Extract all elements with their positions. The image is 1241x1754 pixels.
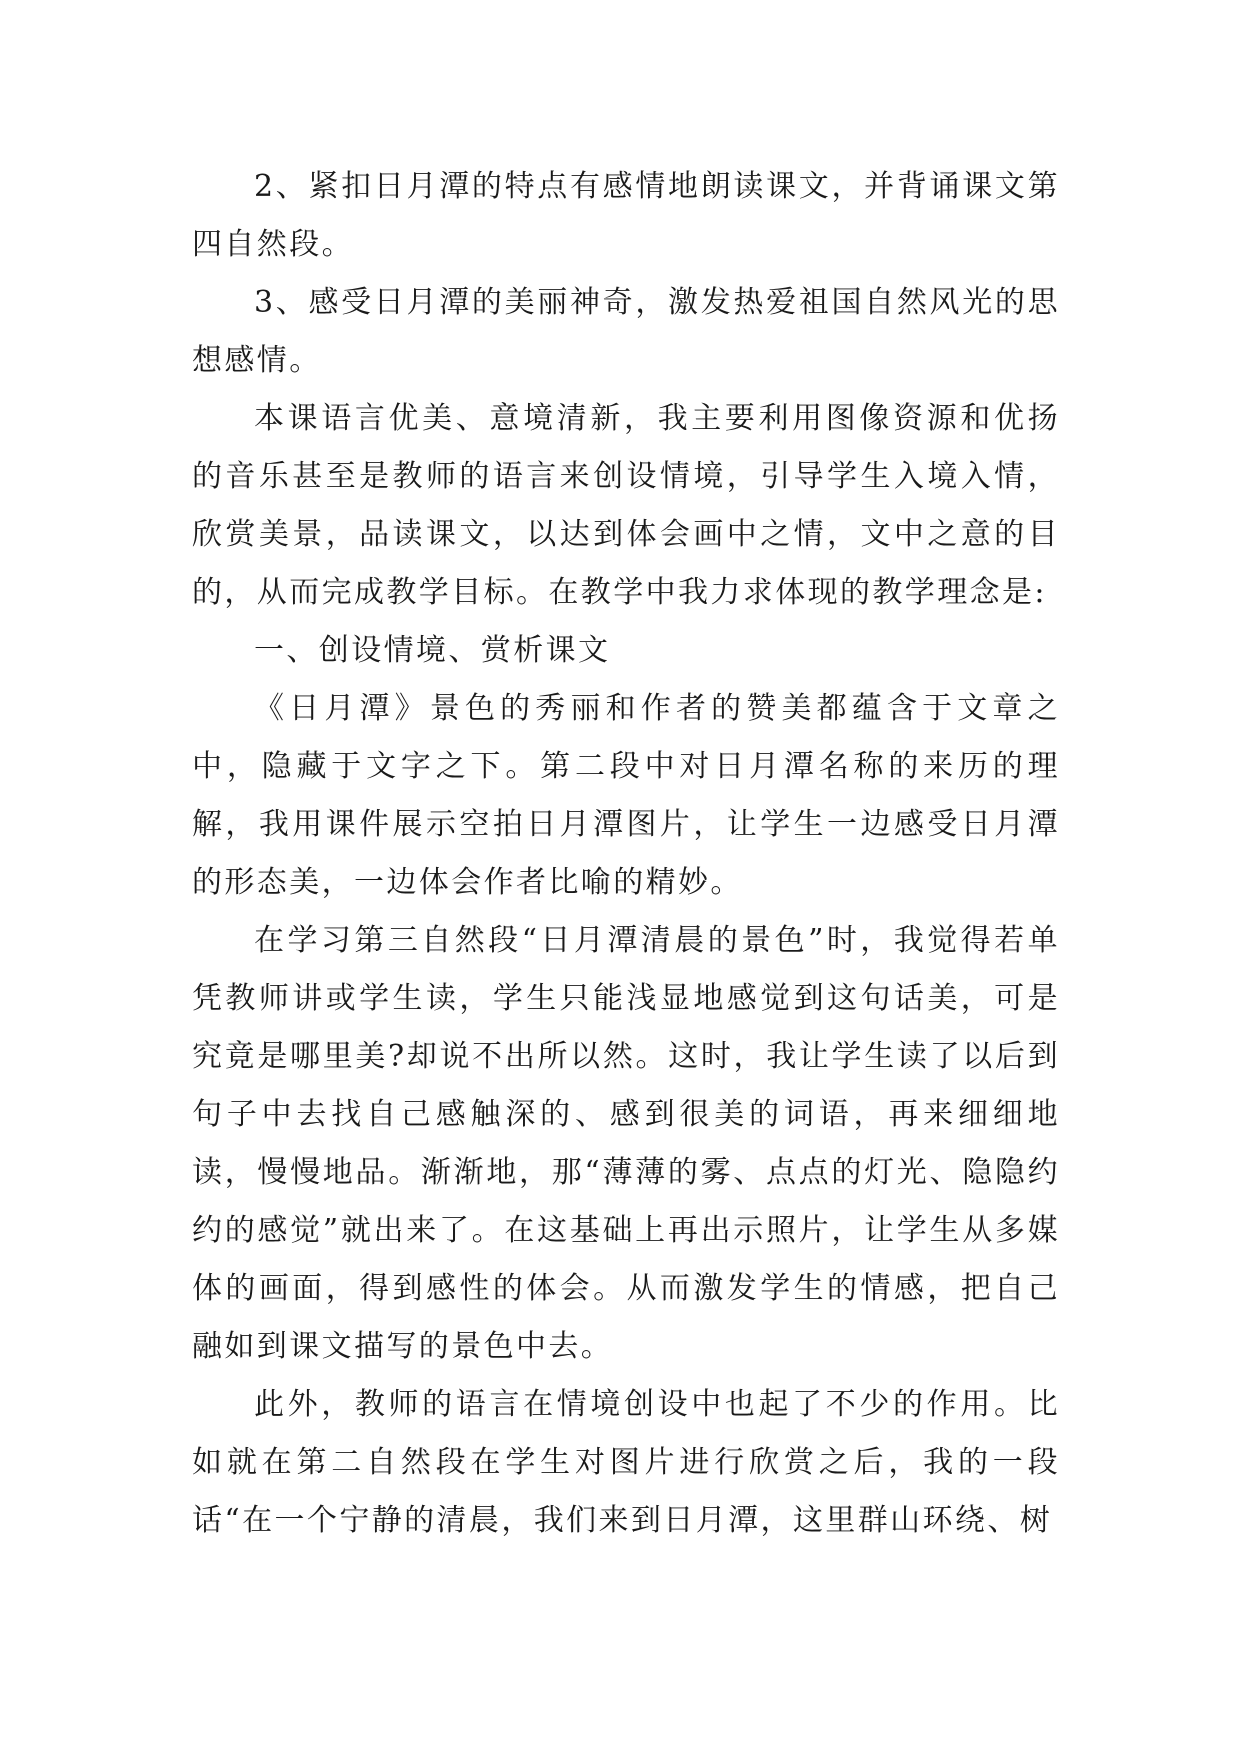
paragraph-section1-a: 《日月潭》景色的秀丽和作者的赞美都蕴含于文章之中，隐藏于文字之下。第二段中对日月潭名称的来历的理解，我用课件展示空拍日月潭图片，让学生一边感受日月潭的形态美，一边体会作者比喻的精妙。 bbox=[192, 691, 1060, 900]
paragraph-overview: 本课语言优美、意境清新，我主要利用图像资源和优扬的音乐甚至是教师的语言来创设情境，引导学生入境入情，欣赏美景，品读课文，以达到体会画中之情，文中之意的目的，从而完成教学目标。在教学中我力求体现的教学理念是: bbox=[192, 401, 1060, 610]
document-body bbox=[192, 158, 1060, 1550]
paragraph-goal-3: 3、感受日月潭的美丽神奇，激发热爱祖国自然风光的思想感情。 bbox=[192, 285, 1060, 378]
section-heading-1: 一、创设情境、赏析课文 bbox=[254, 633, 611, 668]
paragraph-section1-c: 此外，教师的语言在情境创设中也起了不少的作用。比如就在第二自然段在学生对图片进行欣赏之后，我的一段话“在一个宁静的清晨，我们来到日月潭，这里群山环绕、树 bbox=[192, 1387, 1060, 1538]
paragraph-section1-b: 在学习第三自然段“日月潭清晨的景色”时，我觉得若单凭教师讲或学生读，学生只能浅显地感觉到这句话美，可是究竟是哪里美?却说不出所以然。这时，我让学生读了以后到句子中去找自己感触深的、感到很美的词语，再来细细地读，慢慢地品。渐渐地，那“薄薄的雾、点点的灯光、隐隐约约的感觉”就出来了。在这基础上再出示照片，让学生从多媒体的画面，得到感性的体会。从而激发学生的情感，把自己融如到课文描写的景色中去。 bbox=[192, 923, 1060, 1364]
paragraph-goal-2: 2、紧扣日月潭的特点有感情地朗读课文，并背诵课文第四自然段。 bbox=[192, 169, 1060, 262]
